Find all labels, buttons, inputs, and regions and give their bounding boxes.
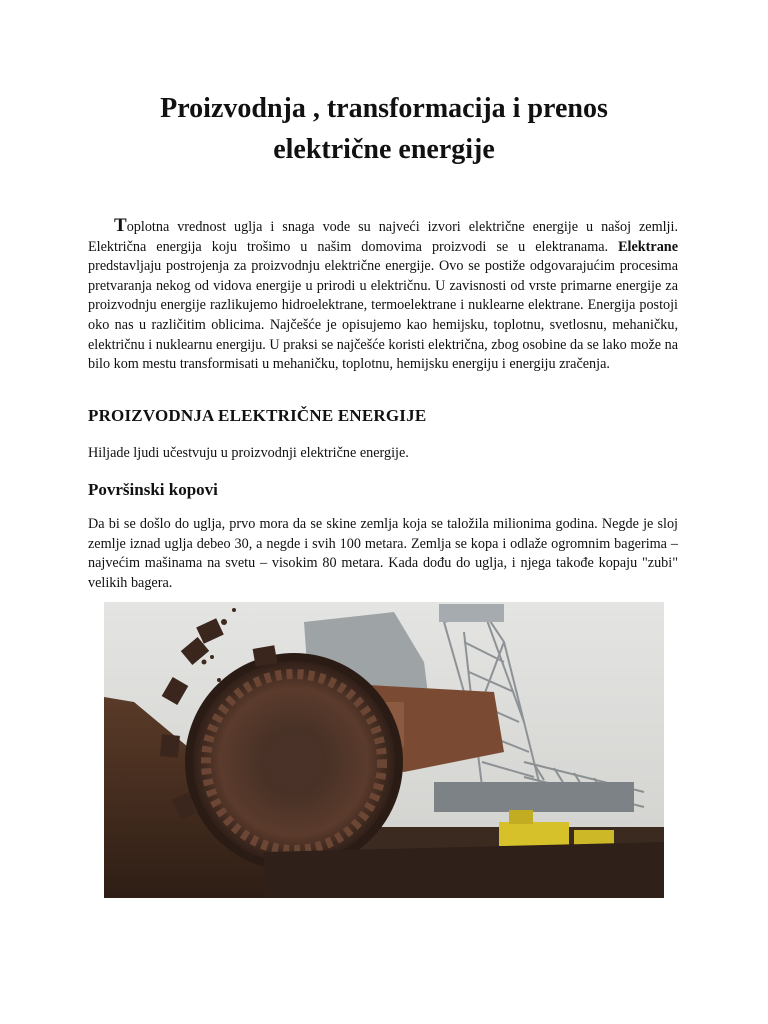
machine-deck [434, 782, 634, 812]
bucket-wheel-excavator-photo [104, 602, 664, 898]
mining-paragraph: Da bi se došlo do uglja, prvo mora da se skine zemlja koja se taložila milionima godina. Negde je sloj zemlje iznad uglja debeo 30, a negde i svih 100 metara. Zemlja se kopa i odlaže ogromnim bagerima – najvećim mašinama na svetu – visokim 80 metara. Kada dođu do uglja, i njega takođe kopaju "zubi" velikih bagera. [88, 516, 678, 591]
wheel-hub [264, 732, 324, 792]
page-title [90, 88, 678, 170]
intro-text-2: predstavljaju postrojenja za proizvodnju električne energije. Ovo se postiže odgovarajućim procesima pretvaranja nekog od vidova energije u prirodi u električnu. U zavisnosti od vrste primarne energije za proizvodnju energije razlikujemo hidroelektrane, termoelektrane i nuklearne elektrane. Energija postoji oko nas u različitim oblicima. Najčešće je opisujemo kao hemijsku, toplotnu, svetlosnu, mehaničku, električnu i nuklearnu energiju. U praksi se najčešće koristi električna, zbog osobine da se lako može na bilo kom mestu transformisati u mehaničku, toplotnu, hemijsku energiju i energiju zračenja. [88, 258, 678, 373]
intro-paragraph [88, 216, 678, 375]
title-line-2: električne energije [273, 134, 495, 165]
subheading: Površinski kopovi [88, 480, 218, 499]
excavator-illustration [104, 602, 664, 898]
title-line-1: Proizvodnja , transformacija i prenos [160, 93, 608, 124]
drop-cap: T [114, 215, 127, 236]
intro-text-1: oplotna vrednost uglja i snaga vode su najveći izvori električne energije u našoj zemlji. Električna energija koju trošimo u našim domovima proizvodi se u elektranama. [88, 219, 678, 255]
section-paragraph: Hiljade ljudi učestvuju u proizvodnji električne energije. [88, 445, 409, 461]
intro-bold-term: Elektrane [618, 238, 678, 255]
tower-top [439, 604, 504, 622]
section-heading: PROIZVODNJA ELEKTRIČNE ENERGIJE [88, 406, 427, 425]
